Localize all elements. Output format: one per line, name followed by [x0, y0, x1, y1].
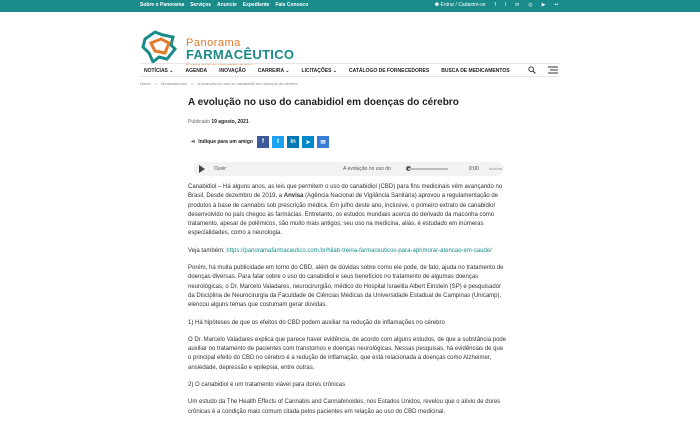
player-brand[interactable]: audima [489, 166, 503, 171]
top-link-fale-conosco[interactable]: Fale Conosco [275, 2, 309, 8]
player-title: A evolução no uso do [343, 166, 391, 172]
share-telegram-icon[interactable]: ➤ [302, 136, 314, 148]
share-label: ⋖ Indique para um amigo [191, 139, 253, 145]
top-link-anuncie[interactable]: Anuncie [217, 2, 237, 8]
instagram-icon[interactable]: ◎ [528, 2, 533, 8]
player-time: 0:00 [469, 166, 479, 172]
logo-text[interactable] [186, 38, 294, 66]
top-link-servicos[interactable]: Serviços [190, 2, 212, 8]
paragraph: Porém, há muita publicidade em torno do CBD, além de dúvidas sobre como ele pode, de fato, ajuda no tratamento de doenças diversas. Para falar sobre o uso do canabidiol e seus benefícios no tratamento de algumas doenças neurológicas, o Dr. Marcelo Valadares, neurocirurgião, médico do Hospital Israelita Albert Einstein (SP) e pesquisador da Disciplina de Neurocirurgia da Faculdade de Ciências Médicas da Universidade Estadual de Campinas (Unicamp), elencou alguns temas que costumam gerar dúvidas. [188, 265, 504, 309]
share-icon: ⋖ [191, 139, 196, 145]
flickr-icon[interactable]: •• [554, 2, 558, 8]
share-facebook-icon[interactable]: f [257, 136, 269, 148]
user-icon: ⚉ [434, 2, 440, 8]
login-link[interactable]: ⚉ Entrar / Cadastre-se [434, 2, 486, 8]
nav-item-noticias[interactable]: NOTÍCIAS ⌄ [144, 68, 174, 74]
share-buttons [257, 136, 329, 148]
published-date: 19 agosto, 2021 [211, 119, 249, 125]
logo-tagline: O maior canal de informação do setor [186, 61, 253, 66]
audio-player [193, 162, 504, 176]
paragraph: Canabidiol – Há alguns anos, as leis que permitem o uso do canabidiol (CBD) para fins medicinais vêm avançando no Brasil. Desde dezembro de 2019, a Anvisa (Agência Nacional de Vigilância Sanitária) aprovou a regulamentação de produtos à base de cannabis sob prescrição médica. Em julho deste ano, inclusive, o primeiro extrato de canabidiol desenvolvido no país chegou às farmácias. Entretanto, os estudos mundiais acerca do derivado da maconha como tratamento, apesar de polêmicos, são muito mais antigos; seu uso na medicina, aliás, é estudado em inúmeras especialidades, como a neurologia. [188, 184, 503, 237]
breadcrumb-home[interactable]: Home [140, 81, 151, 86]
brazil-map-logo-icon[interactable] [141, 29, 179, 65]
page-title: A evolução no uso do canabidiol em doenças do cérebro [188, 97, 459, 108]
logo-line-2: FARMACÊUTICO [186, 47, 295, 62]
top-link-sobre[interactable]: Sobre o Panorama [140, 2, 185, 8]
published-label: Publicado [188, 119, 210, 125]
nav-item-carreira[interactable]: CARREIRA ⌄ [257, 68, 290, 74]
paragraph: Um estudo da The Health Effects of Cannabis and Cannabinoides, nos Estados Unidos, revelou que o alívio de dores crônicas é a condição mais comum citada pelos pacientes em relação ao uso do CBD medicinal. [188, 399, 501, 415]
top-link-expediente[interactable]: Expediente [242, 2, 270, 8]
paragraph: 1) Há hipóteses de que os efeitos do CBD podem auxiliar na redução de inflamações no cérebro [188, 319, 445, 326]
facebook-icon[interactable]: f [494, 2, 496, 8]
nav-item-busca-medicamentos[interactable]: BUSCA DE MEDICAMENTOS [441, 68, 510, 74]
breadcrumb [140, 81, 298, 86]
published-row [188, 119, 249, 125]
top-links [140, 2, 308, 8]
nav-item-inovacao[interactable]: INOVAÇÃO [219, 68, 246, 74]
menu-icon[interactable] [548, 66, 558, 74]
paragraph-see-also: Veja também: https://panoramafarmaceutico.com.br/hilab-treina-farmaceuticos-para-aprimorar-atencao-em-saude/ [188, 247, 492, 254]
breadcrumb-medicamentos[interactable]: Medicamentos [161, 81, 188, 86]
share-twitter-icon[interactable]: t [272, 136, 284, 148]
play-icon[interactable] [199, 165, 205, 173]
nav-item-licitacoes[interactable]: LICITAÇÕES ⌄ [301, 68, 338, 74]
paragraph: O Dr. Marcelo Valadares explica que parece haver evidência, de acordo com alguns estudos, de que a substância pode auxiliar no tratamento de pacientes com transtornos e doenças neurológicas. Nessas pesquisas, há evidências de que o principal efeito do CBD no cérebro é a redução de inflamação, que está relacionada a doenças como Alzheimer, ansiedade, depressão e epilepsia, entre outras. [188, 336, 507, 371]
twitter-icon[interactable]: t [504, 2, 507, 8]
see-also-link[interactable]: https://panoramafarmaceutico.com.br/hilab-treina-farmaceuticos-para-aprimorar-atencao-em-saude/ [226, 247, 492, 254]
player-label: Ouvir: [214, 166, 228, 172]
breadcrumb-separator: > [191, 81, 194, 86]
breadcrumb-separator: > [154, 81, 158, 86]
logo-line-1: Panorama [186, 37, 241, 49]
top-bar [0, 0, 700, 12]
youtube-icon[interactable]: ▶ [541, 2, 546, 8]
search-icon[interactable] [528, 66, 536, 74]
breadcrumb-current: A evolução no uso do canabidiol em doenças do cérebro [197, 81, 298, 86]
site-header [0, 12, 700, 66]
nav-item-agenda[interactable]: AGENDA [185, 68, 208, 74]
article-body [188, 183, 508, 425]
main-nav [140, 63, 560, 77]
share-linkedin-icon[interactable]: in [287, 136, 299, 148]
linkedin-icon[interactable]: in [515, 2, 520, 8]
player-progress-track[interactable] [408, 168, 448, 170]
share-email-icon[interactable]: ✉ [317, 136, 329, 148]
nav-item-catalogo[interactable]: CATÁLOGO DE FORNECEDORES [349, 68, 430, 74]
paragraph: 2) O canabidiol é um tratamento viável para dores crônicas [188, 382, 346, 389]
